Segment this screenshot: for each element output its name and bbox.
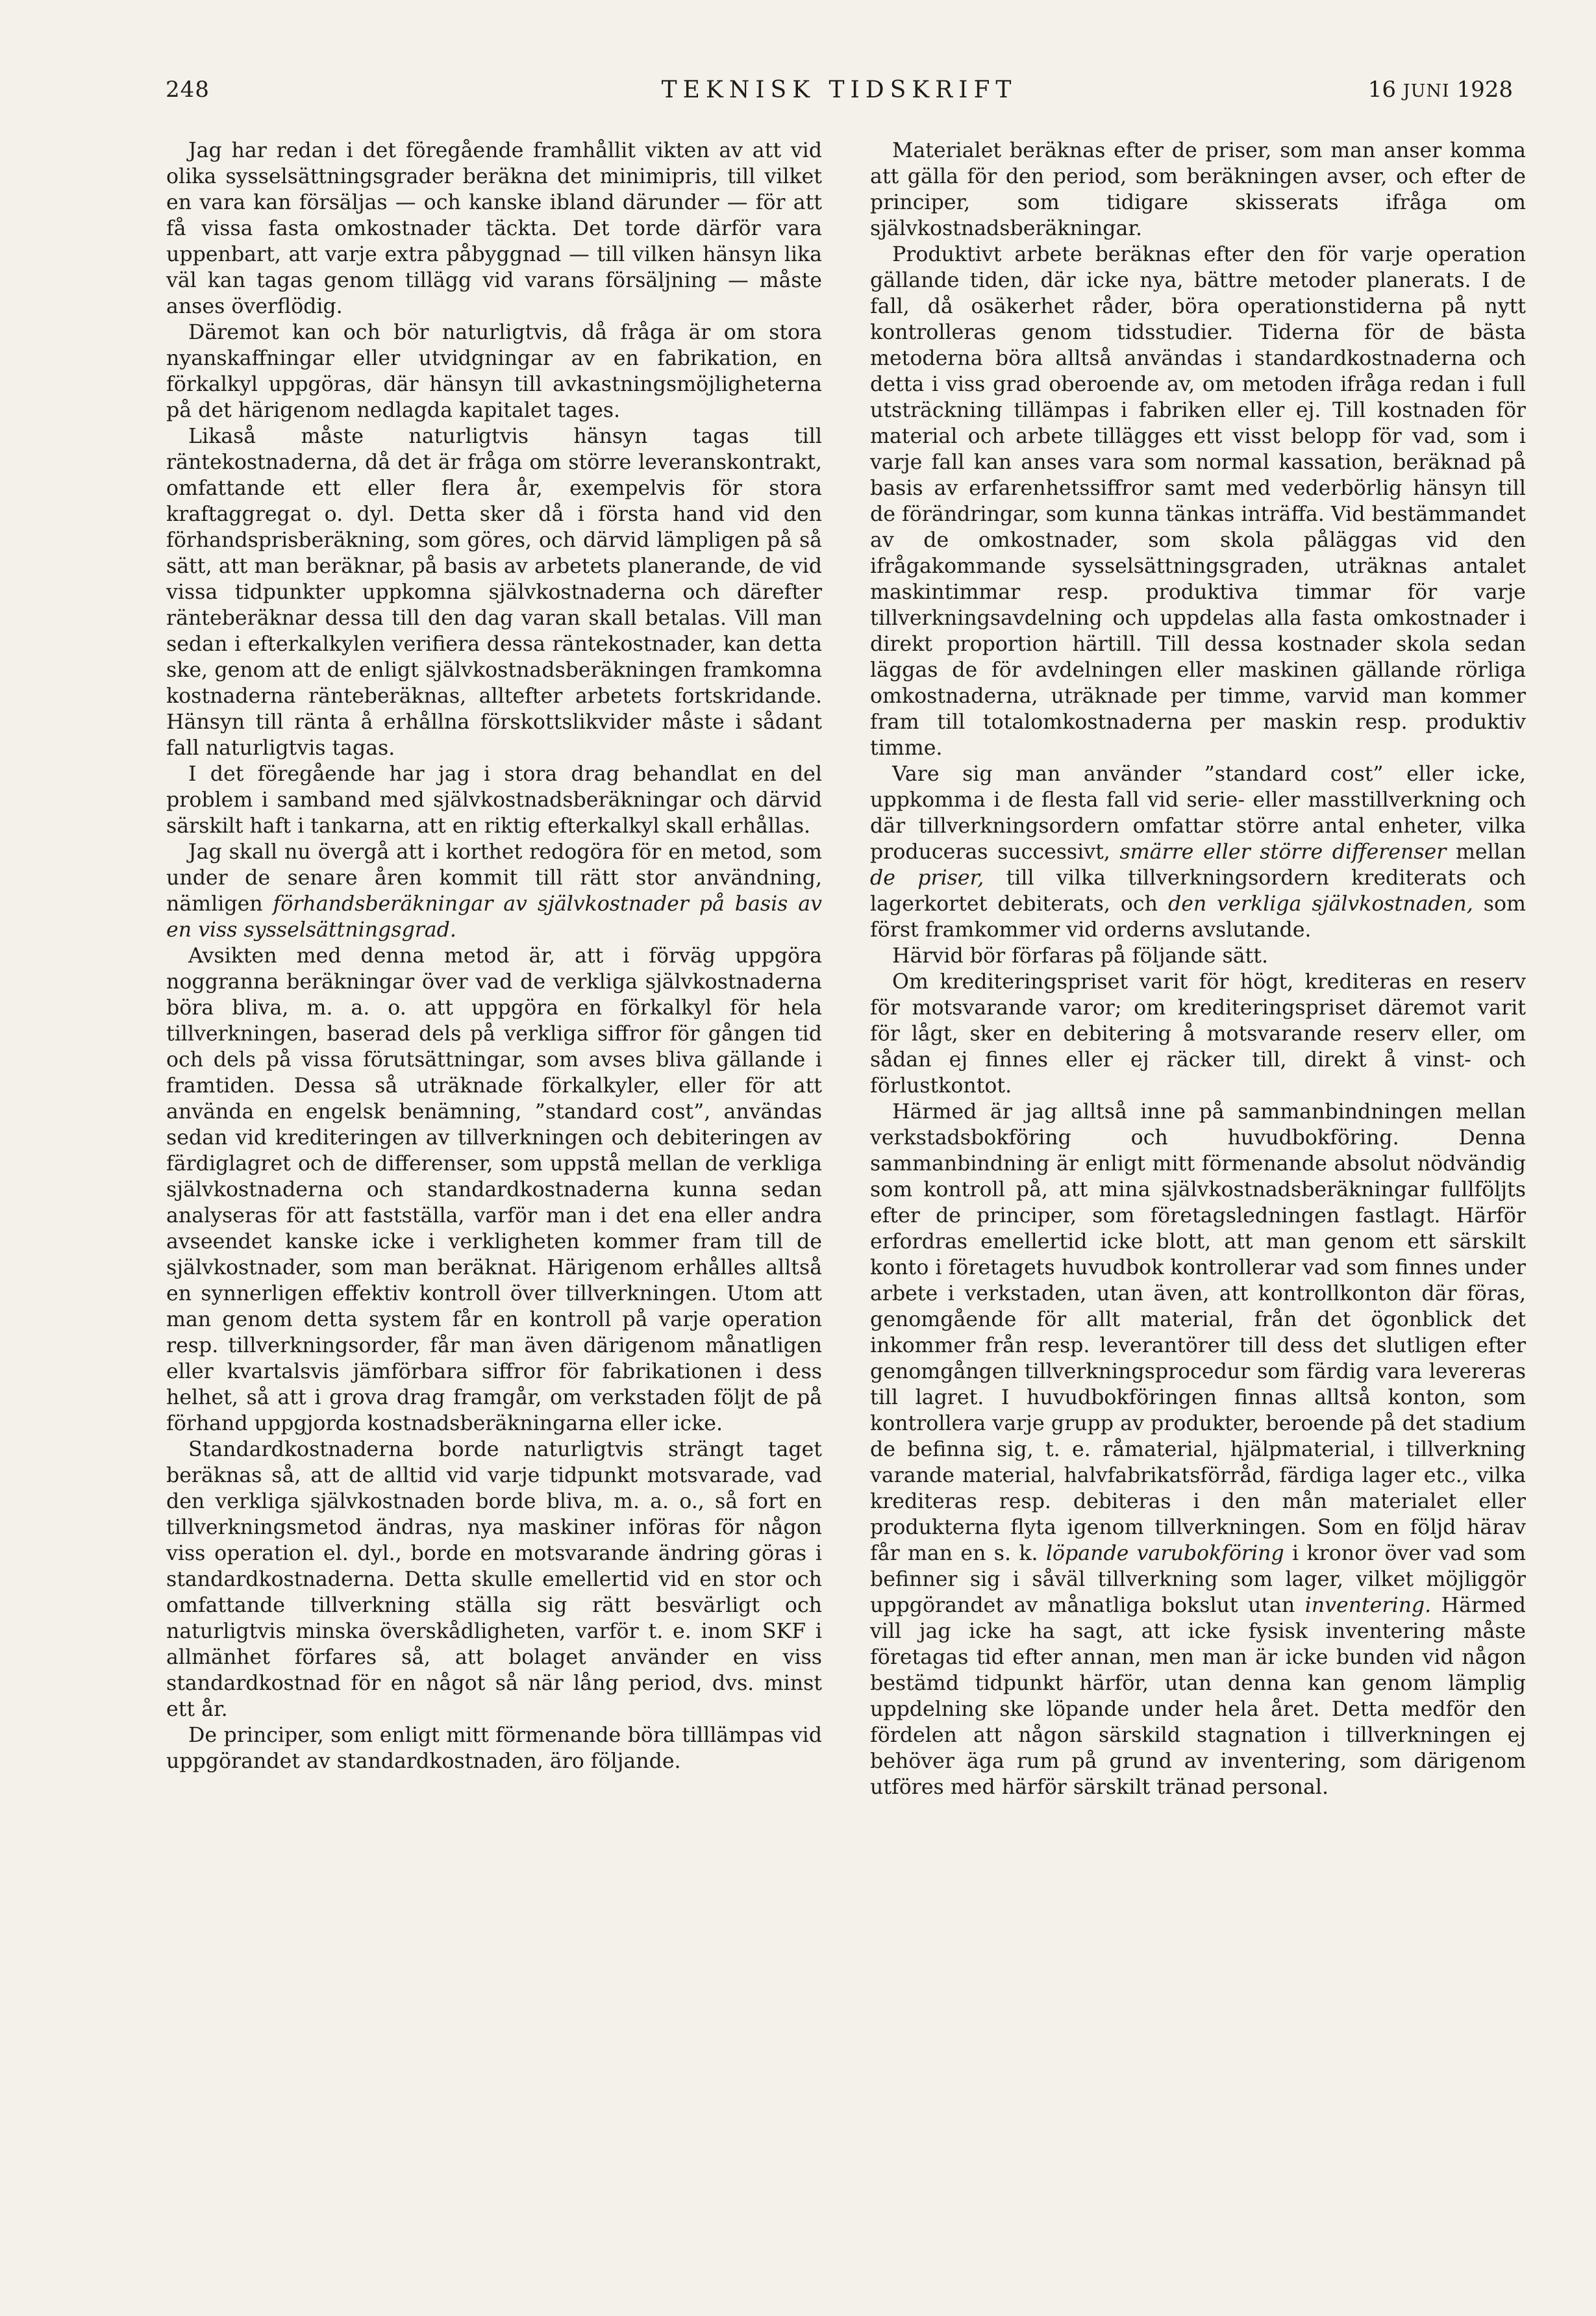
- text-run: mellan: [1446, 840, 1526, 864]
- paragraph: Likaså måste naturligtvis hänsyn tagas till räntekostnaderna, då det är fråga om större leveranskontrakt, omfattande ett eller flera år, exempelvis för stora kraftaggregat o. dyl. Detta sker då i första hand vid den förhandsprisberäkning, som göres, och därvid lämpligen på så sätt, att man beräknar, på basis av arbetets planerande, de vid vissa tidpunkter uppkomna självkostnaderna och därefter ränteberäknar dessa till den dag varan skall betalas. Vill man sedan i efterkalkylen verifiera dessa räntekostnader, kan detta ske, genom att de enligt självkostnadsberäkningen framkomna kostnaderna ränteberäknas, alltefter arbetets fortskridande. Hänsyn till ränta å erhållna förskottslikvider måste i sådant fall naturligtvis tagas.: [166, 425, 822, 760]
- text-run: Härmed är jag alltså inne på sammanbindningen mellan verkstadsbokföring och huvudbokföring. Denna sammanbindning är enligt mitt förmenande absolut nödvändig som kontroll på, att mina självkostnadsberäkningar fullföljts efter de principer, som företagsledningen fastlagt. Härför erfordras emellertid icke blott, att man genom ett särskilt konto i företagets huvudbok kontrollerar vad som finnes under arbete i verkstaden, utan även, att kontrollkonton där föras, genomgående för allt material, från det ögonblick det inkommer från resp. leverantörer till dess det slutligen efter genomgången tillverkningsprocedur som färdig vara levereras till lagret. I huvudbokföringen finnas alltså konton, som kontrollera varje grupp av produkter, beroende på det stadium de befinna sig, t. e. råmaterial, hjälpmaterial, i tillverkning varande material, halvfabrikatsförråd, färdiga lager etc., vilka krediteras resp. debiteras i den mån materialet eller produkterna flyta igenom tillverkningen. Som en följd härav får man en s. k.: [870, 1100, 1526, 1565]
- right-column: [870, 138, 1526, 1800]
- paragraph: Om krediteringspriset varit för högt, krediteras en reserv för motsvarande varor; om krediteringspriset däremot varit för lågt, sker en debitering å motsvarande reserv eller, om sådan ej finnes eller ej räcker till, direkt å vinst- och förlustkontot.: [870, 970, 1526, 1098]
- italic-run: förhandsberäkningar av självkostnader på basis av en viss sysselsättningsgrad.: [166, 892, 822, 942]
- text-run: som först framkommer vid orderns avslutande.: [870, 892, 1526, 942]
- italic-run: smärre eller större differenser: [1119, 840, 1447, 864]
- text-run: Vare sig man använder ”standard cost” eller icke, uppkomma i de flesta fall vid serie- eller masstillverkning och där tillverkningsordern omfattar större antal enheter, vilka produceras successivt,: [870, 762, 1526, 864]
- italic-run: de priser,: [870, 866, 984, 890]
- paragraph: Produktivt arbete beräknas efter den för varje operation gällande tiden, där icke nya, bättre metoder planerats. I de fall, då osäkerhet råder, böra operationstiderna på nytt kontrolleras genom tidsstudier. Tiderna för de bästa metoderna böra alltså användas i standardkostnaderna och detta i viss grad oberoende av, om metoden ifråga redan i full utsträckning tillämpas i fabriken eller ej. Till kostnaden för material och arbete tillägges ett visst belopp för vad, som i varje fall kan anses vara som normal kassation, beräknad på basis av erfarenhetssiffror samt med vederbörlig hänsyn till de förändringar, som kunna tänkas inträffa. Vid bestämmandet av de omkostnader, som skola påläggas vid den ifrågakommande sysselsättningsgraden, uträknas antalet maskintimmar resp. produktiva timmar för varje tillverkningsavdelning och uppdelas alla fasta omkostnader i direkt proportion härtill. Till dessa kostnader skola sedan läggas de för avdelningen eller maskinen gällande rörliga omkostnaderna, uträknade per timme, varvid man kommer fram till totalomkostnaderna per maskin resp. produktiv timme.: [870, 243, 1526, 760]
- issue-year: 1928: [1456, 77, 1513, 103]
- text-run: i kronor över vad som befinner sig i såväl tillverkning som lager, vilket möjliggör uppgörandet av månatliga bokslut utan: [870, 1542, 1526, 1617]
- paragraph: Standardkostnaderna borde naturligtvis strängt taget beräknas så, att de alltid vid varje tidpunkt motsvarade, vad den verkliga självkostnaden borde bliva, m. a. o., så fort en tillverkningsmetod ändras, nya maskiner införas för någon viss operation el. dyl., borde en motsvarande ändring göras i standardkostnaderna. Detta skulle emellertid vid en stor och omfattande tillverkning ställa sig rätt besvärligt och naturligtvis minska överskådligheten, varför t. e. inom SKF i allmänhet förfares så, att bolaget använder en viss standardkostnad för en något så när lång period, dvs. minst ett år.: [166, 1438, 822, 1721]
- issue-month: JUNI: [1403, 81, 1450, 101]
- italic-run: löpande varubokföring: [1045, 1542, 1284, 1565]
- paragraph: Jag har redan i det föregående framhållit vikten av att vid olika sysselsättningsgrader beräkna det minimipris, till vilket en vara kan försäljas — och kanske ibland därunder — för att få vissa fasta omkostnader täckta. Det torde därför vara uppenbart, att varje extra påbyggnad — till vilken hänsyn lika väl kan tagas genom tillägg vid varans försäljning — måste anses överflödig.: [166, 139, 822, 318]
- text-run: Härmed vill jag icke ha sagt, att icke fysisk inventering måste företagas tid efter annan, men man är icke bunden vid någon bestämd tidpunkt härför, utan denna kan genom lämplig uppdelning ske löpande under hela året. Detta medför den fördelen att någon särskild stagnation i tillverkningen ej behöver äga rum på grund av inventering, som därigenom utföres med härför särskilt tränad personal.: [870, 1594, 1526, 1799]
- paragraph: Avsikten med denna metod är, att i förväg uppgöra noggranna beräkningar över vad de verkliga självkostnaderna böra bliva, m. a. o. att uppgöra en förkalkyl för hela tillverkningen, baserad dels på verkliga siffror för gången tid och dels på vissa förutsättningar, som avses bliva gällande i framtiden. Dessa så uträknade förkalkyler, eller för att använda en engelsk benämning, ”standard cost”, användas sedan vid krediteringen av tillverkningen och debiteringen av färdiglagret och de differenser, som uppstå mellan de verkliga självkostnaderna och standardkostnaderna kunna sedan analyseras för att fastställa, varför man i det ena eller andra avseendet kanske icke i verkligheten kommer fram till de självkostnader, som man beräknat. Härigenom erhålles alltså en synnerligen effektiv kontroll över tillverkningen. Utom att man genom detta system får en kontroll på varje operation resp. tillverkningsorder, får man även därigenom månatligen eller kvartalsvis jämförbara siffror för fabrikationen i dess helhet, så att i grova drag framgår, om verkstaden följt de på förhand uppgjorda kostnadsberäkningarna eller icke.: [166, 944, 822, 1435]
- paragraph: I det föregående har jag i stora drag behandlat en del problem i samband med självkostnadsberäkningar och därvid särskilt haft i tankarna, att en riktig efterkalkyl skall erhållas.: [166, 762, 822, 838]
- left-column: [166, 138, 822, 1774]
- paragraph: Materialet beräknas efter de priser, som man anser komma att gälla för den period, som beräkningen avser, och efter de principer, som tidigare skisserats ifråga om självkostnadsberäkningar.: [870, 139, 1526, 240]
- paragraph: [166, 839, 822, 943]
- italic-run: inventering.: [1304, 1594, 1432, 1617]
- page-header: [166, 77, 1513, 122]
- paragraph: Härvid bör förfaras på följande sätt.: [892, 944, 1268, 968]
- issue-day: 16: [1367, 77, 1396, 103]
- page-number: 248: [166, 77, 210, 103]
- italic-run: den verkliga självkostnaden,: [1168, 892, 1473, 916]
- paragraph: De principer, som enligt mitt förmenande böra tilllämpas vid uppgörandet av standardkostnaden, äro följande.: [166, 1724, 822, 1773]
- paragraph: Däremot kan och bör naturligtvis, då fråga är om stora nyanskaffningar eller utvidgningar av en fabrikation, en förkalkyl uppgöras, där hänsyn till avkastningsmöjligheterna på det härigenom nedlagda kapitalet tages.: [166, 321, 822, 422]
- paragraph: [870, 761, 1526, 943]
- text-run: till vilka tillverkningsordern krediterats och lagerkortet debiterats, och: [870, 866, 1527, 916]
- issue-date: [1368, 77, 1513, 103]
- journal-title: TEKNISK TIDSKRIFT: [661, 77, 1017, 103]
- text-run: Jag skall nu övergå att i korthet redogöra för en metod, som under de senare åren kommit till rätt stor användning, nämligen: [166, 840, 822, 916]
- paragraph: [870, 1099, 1526, 1800]
